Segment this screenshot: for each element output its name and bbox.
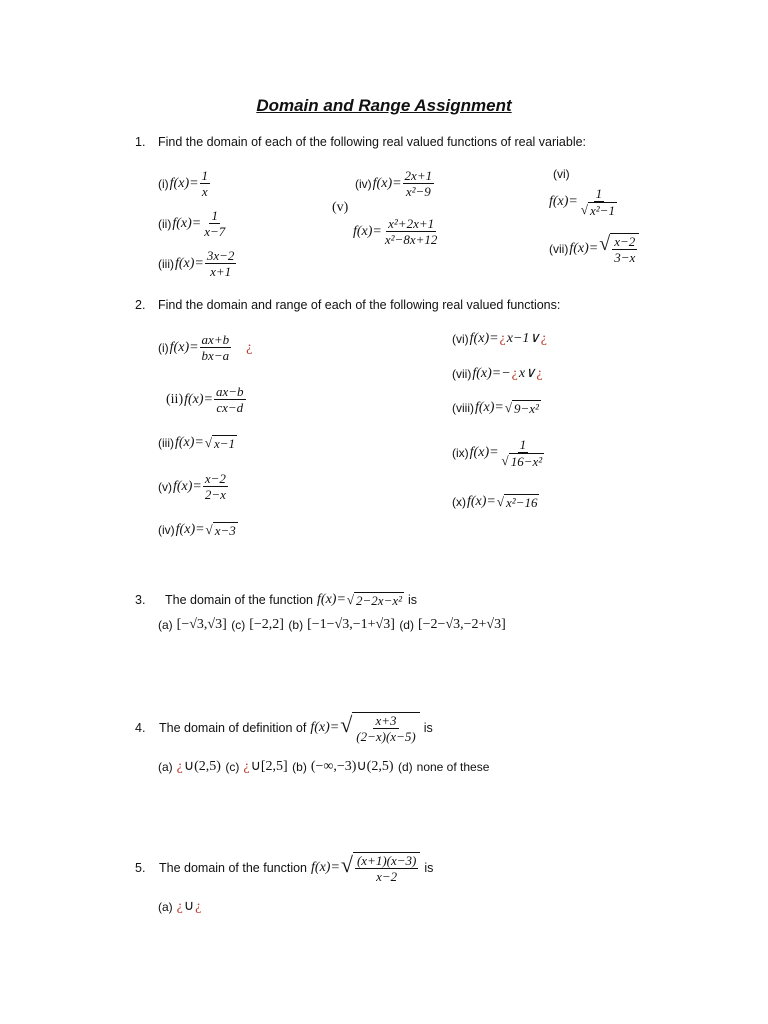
q2-item-ix (452, 437, 546, 469)
item-label: (vii) (452, 366, 472, 381)
expression: x−1∨ (506, 331, 540, 346)
function-lhs: f(x)= (469, 445, 499, 460)
option-a (158, 896, 201, 917)
option-label: (c) (225, 759, 240, 774)
fraction (202, 208, 227, 239)
q1-item-v (353, 216, 439, 247)
fraction (383, 216, 439, 247)
q1-item-vi-label: (vi) (553, 167, 570, 181)
item-label: (ix) (452, 446, 469, 460)
radicand: x−3 (214, 523, 236, 538)
q2-item-vi (452, 330, 547, 347)
q3-tail: is (408, 593, 418, 607)
option-text: [−√3,√3] (176, 616, 227, 632)
q5-number: 5. (135, 861, 146, 875)
option-label: (b) (288, 617, 304, 632)
q3-options (158, 614, 506, 635)
q1-item-i (158, 168, 210, 199)
radical: √ x−1 (204, 435, 236, 451)
q2-item-i (158, 332, 252, 363)
fraction (579, 186, 619, 218)
radicand: 2−2x−x² (356, 593, 403, 608)
radical: √ x²−1 (580, 202, 615, 218)
function-lhs: f(x)= (353, 223, 382, 239)
option-label: (a) (158, 759, 173, 774)
numerator: 3x−2 (206, 248, 235, 263)
q1-item-vii (549, 233, 639, 265)
option-label: (c) (231, 617, 246, 632)
page-title: Domain and Range Assignment (256, 96, 512, 115)
fraction (205, 248, 237, 279)
function-lhs: f(x)= (569, 241, 599, 256)
option-text: ∪[2,5] (250, 759, 288, 774)
function-lhs: f(x)= (372, 175, 402, 191)
fraction (200, 168, 211, 199)
render-glitch: ¿ (195, 898, 202, 914)
fraction (355, 853, 418, 884)
q3-number: 3. (135, 593, 146, 607)
function-lhs: f(x)= (172, 215, 202, 231)
function-lhs: f(x)= (169, 175, 199, 191)
option-a (158, 756, 221, 777)
radical: √ x²−16 (496, 494, 538, 510)
render-glitch: ¿ (176, 898, 183, 914)
item-label: (viii) (452, 401, 474, 415)
numerator: 1 (201, 168, 209, 183)
radical: √ $\frac{(x+1)(x-3)}{x-2}$ (341, 852, 420, 884)
fraction (214, 384, 246, 415)
function-lhs: f(x)= (475, 400, 504, 415)
option-b (292, 756, 393, 777)
fraction (403, 168, 435, 199)
option-label: (d) (397, 759, 413, 774)
fraction (612, 234, 637, 265)
render-glitch: ¿ (176, 758, 183, 774)
fraction (200, 332, 232, 363)
function-lhs: f(x)= (175, 435, 204, 450)
item-label: (iii) (158, 436, 174, 450)
q2-item-v (158, 471, 228, 502)
q5-stem (135, 852, 433, 884)
numerator: ax−b (215, 384, 244, 399)
fraction (203, 471, 228, 502)
q2-text: Find the domain and range of each of the following real valued functions: (158, 298, 561, 312)
denominator (500, 453, 547, 469)
radicand (352, 712, 419, 744)
option-text: ∪ (183, 899, 195, 914)
numerator: x²+2x+1 (388, 216, 435, 231)
item-label: (iii) (158, 256, 174, 271)
radical: √ 9−x² (504, 400, 539, 416)
denominator: (2−x)(x−5) (356, 729, 416, 744)
radical: √ 16−x² (501, 453, 543, 469)
numerator: ax+b (201, 332, 230, 347)
q2-item-iv (158, 522, 238, 538)
function-lhs: f(x)= (175, 522, 205, 537)
option-b (288, 614, 394, 635)
radical: √ 2−2x−x² (346, 592, 403, 608)
q2-item-ii (166, 384, 246, 415)
radicand: x−1 (214, 436, 236, 451)
option-a (158, 614, 227, 635)
function-lhs: f(x)= (549, 194, 578, 209)
denominator: 3−x (614, 250, 636, 265)
render-glitch: ¿ (499, 330, 506, 346)
numerator: x−2 (204, 471, 226, 486)
item-label: (x) (452, 495, 466, 509)
function-lhs: f(x)= (317, 592, 346, 607)
item-label: (ii) (158, 216, 172, 231)
numerator: (x+1)(x−3) (356, 853, 417, 868)
function-lhs: f(x)= (173, 478, 202, 494)
render-glitch: ¿ (540, 330, 547, 346)
q4-text: The domain of definition of (159, 721, 307, 735)
function-lhs: f(x)= (169, 339, 199, 355)
item-label: (v) (158, 479, 172, 494)
function-lhs: f(x)= (175, 255, 204, 271)
numerator: 1 (595, 186, 603, 201)
option-label: (a) (158, 617, 173, 632)
render-glitch: ¿ (243, 758, 250, 774)
radicand: 16−x² (510, 454, 543, 469)
item-label: (i) (158, 176, 169, 191)
q1-item-iii (158, 248, 236, 279)
radicand: x²−16 (506, 495, 538, 510)
q3-stem (135, 592, 417, 608)
option-text: (−∞,−3)∪(2,5) (310, 759, 394, 774)
denominator: 2−x (204, 487, 226, 502)
function-lhs: f(x)=− (472, 365, 511, 381)
q2-item-vii (452, 365, 543, 382)
numerator: 1 (519, 437, 527, 452)
q1-text: Find the domain of each of the following real valued functions of real variable: (158, 135, 587, 149)
q5-tail: is (424, 861, 434, 875)
q4-tail: is (423, 721, 433, 735)
item-label: (iv) (158, 523, 175, 537)
q3-text: The domain of the function (165, 593, 314, 607)
option-d (398, 756, 489, 777)
radical: √ $\frac{x+3}{(2-x)(x-5)}$ (340, 712, 419, 744)
numerator: 2x+1 (404, 168, 433, 183)
radical: √ $\frac{x-2}{3-x}$ (599, 233, 639, 265)
numerator: x−2 (614, 234, 636, 249)
fraction (354, 713, 417, 744)
q1-item-v-label: (v) (332, 200, 349, 215)
item-label: (vii) (549, 242, 569, 256)
render-glitch: ¿ (536, 365, 543, 381)
radicand: x²−1 (590, 203, 615, 218)
radical: √ x−3 (205, 522, 236, 538)
q1-number: 1. (135, 135, 146, 149)
item-label: (ii) (166, 391, 184, 407)
q4-number: 4. (135, 721, 146, 735)
radicand: 9−x² (514, 401, 539, 416)
denominator: x (201, 184, 208, 199)
option-label: (d) (399, 617, 414, 632)
denominator: x+1 (210, 264, 232, 279)
denominator: cx−d (216, 400, 244, 415)
q2-item-x (452, 494, 539, 510)
q2-number: 2. (135, 298, 146, 312)
function-lhs: f(x)= (467, 494, 496, 509)
option-c (231, 614, 284, 635)
q2-item-iii (158, 435, 237, 451)
denominator (579, 202, 619, 218)
fraction (500, 437, 547, 469)
option-text: [−1−√3,−1+√3] (307, 616, 395, 632)
q2-item-viii (452, 400, 541, 416)
render-glitch: ¿ (511, 365, 518, 381)
denominator: x−2 (376, 869, 398, 884)
function-lhs: f(x)= (184, 391, 213, 407)
q1-item-vi (549, 186, 619, 218)
denominator: x²−9 (405, 184, 431, 199)
denominator: x²−8x+12 (384, 232, 438, 247)
expression: x∨ (518, 366, 536, 381)
denominator: x−7 (204, 224, 226, 239)
q4-stem (135, 712, 433, 744)
option-c (225, 756, 287, 777)
q1-item-ii (158, 208, 227, 239)
option-label: (b) (292, 759, 307, 774)
item-label: (iv) (355, 176, 372, 191)
option-text: ∪(2,5) (183, 759, 221, 774)
option-text: none of these (416, 759, 490, 774)
option-text: [−2,2] (249, 616, 284, 632)
function-lhs: f(x)= (311, 860, 340, 875)
function-lhs: f(x)= (469, 330, 499, 346)
numerator: 1 (211, 208, 218, 223)
q4-options (158, 756, 489, 777)
denominator: bx−a (201, 348, 230, 363)
numerator: x+3 (375, 713, 397, 728)
option-label: (a) (158, 899, 173, 914)
function-lhs: f(x)= (310, 720, 340, 735)
render-glitch: ¿ (246, 339, 253, 355)
q5-text: The domain of the function (159, 861, 308, 875)
item-label: (vi) (452, 331, 469, 346)
item-label: (i) (158, 340, 169, 355)
q5-options (158, 896, 201, 917)
radicand (610, 233, 639, 265)
option-d (399, 614, 505, 635)
radicand (353, 852, 420, 884)
q1-item-iv (355, 168, 434, 199)
option-text: [−2−√3,−2+√3] (417, 616, 506, 632)
